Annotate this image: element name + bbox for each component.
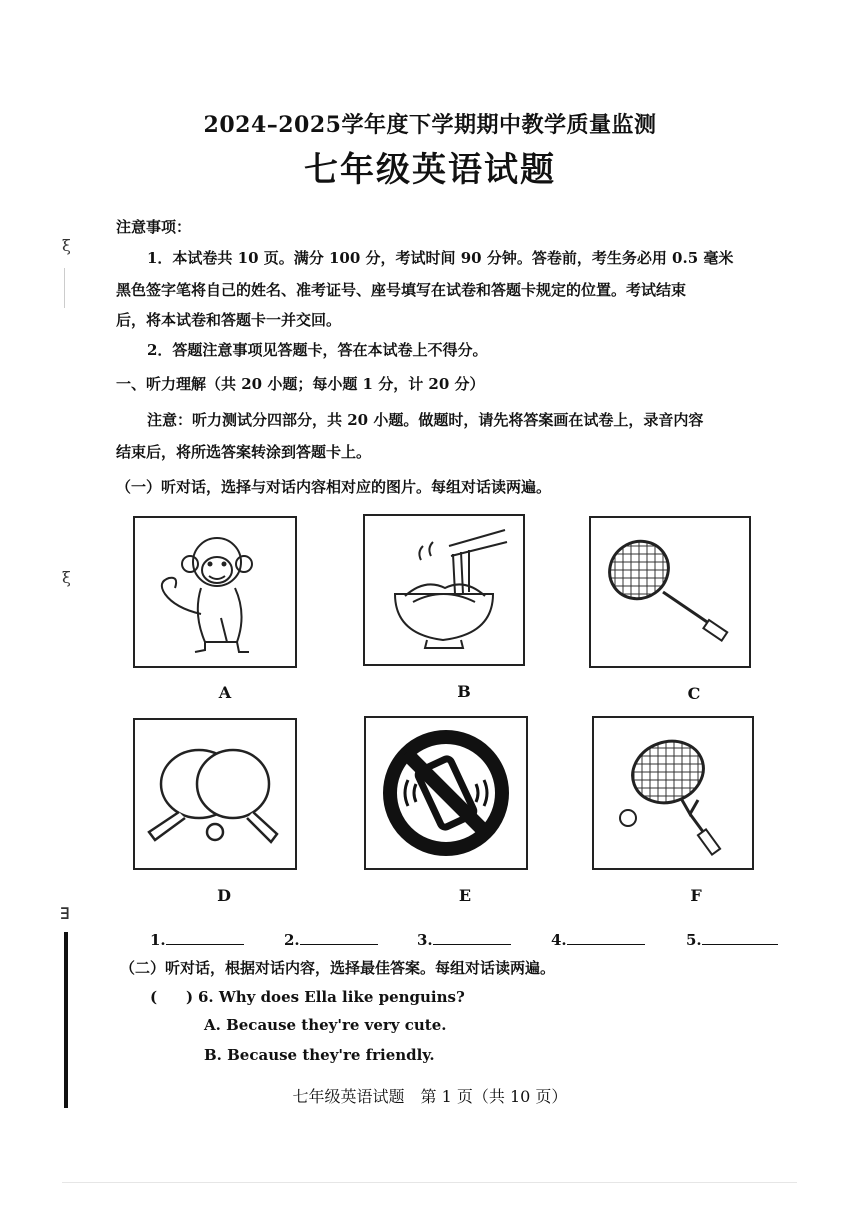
- q6-option-a[interactable]: A. Because they're very cute.: [204, 1016, 447, 1034]
- blank-number: 5.: [686, 931, 702, 949]
- picture-label-d: D: [217, 886, 231, 905]
- answer-blank-5[interactable]: [686, 930, 778, 949]
- picture-label-f: F: [690, 886, 702, 905]
- section1-note-line2: 结束后，将所选答案转涂到答题卡上。: [116, 443, 372, 461]
- picture-d: [133, 718, 297, 870]
- picture-label-a: A: [218, 683, 232, 702]
- noodles-icon: [365, 516, 523, 664]
- margin-line: [64, 268, 65, 308]
- badminton-racket-icon: [591, 518, 749, 666]
- notes-item1-line2: 黑色签字笔将自己的姓名、准考证号、座号填写在试卷和答题卡规定的位置。考试结束: [116, 281, 687, 299]
- blank-number: 4.: [551, 931, 567, 949]
- section1-note-line1: 注意：听力测试分四部分，共 20 小题。做题时，请先将答案画在试卷上，录音内容: [147, 411, 704, 429]
- ping-pong-paddles-icon: [135, 720, 295, 868]
- q6-paren-open[interactable]: (: [150, 988, 158, 1006]
- picture-a: [133, 516, 297, 668]
- part2-heading: （二）听对话，根据对话内容，选择最佳答案。每组对话读两遍。: [120, 959, 556, 977]
- blank-number: 2.: [284, 931, 300, 949]
- answer-blank-3[interactable]: [417, 930, 511, 949]
- q6-stem: 6. Why does Ella like penguins?: [198, 988, 465, 1006]
- footer-divider: [62, 1182, 797, 1183]
- picture-f: [592, 716, 754, 870]
- tennis-racket-icon: [594, 718, 752, 868]
- notes-item1-line3: 后，将本试卷和答题卡一并交回。: [116, 311, 342, 329]
- picture-label-e: E: [458, 886, 472, 905]
- no-phone-icon: [366, 718, 526, 868]
- exam-title-line2: 七年级英语试题: [304, 150, 556, 190]
- monkey-icon: [135, 518, 295, 666]
- notes-item2: 2．答题注意事项见答题卡，答在本试卷上不得分。: [147, 341, 488, 359]
- notes-item1-line1: 1．本试卷共 10 页。满分 100 分，考试时间 90 分钟。答卷前，考生务必用 0.5 毫米: [147, 249, 734, 267]
- section1-heading: 一、听力理解（共 20 小题；每小题 1 分，计 20 分）: [116, 375, 485, 393]
- margin-mark: ξ: [62, 236, 71, 255]
- picture-e: [364, 716, 528, 870]
- exam-title-line1: 2024–2025学年度下学期期中教学质量监测: [203, 112, 657, 138]
- picture-label-c: C: [687, 684, 701, 703]
- margin-mark: ξ: [62, 568, 71, 587]
- answer-blank-1[interactable]: [150, 930, 244, 949]
- picture-c: [589, 516, 751, 668]
- q6-paren-close: ): [186, 988, 194, 1006]
- blank-number: 3.: [417, 931, 433, 949]
- picture-label-b: B: [457, 682, 471, 701]
- notes-heading: 注意事项：: [116, 218, 192, 236]
- picture-b: [363, 514, 525, 666]
- margin-mark: ∃: [60, 904, 70, 923]
- answer-blank-2[interactable]: [284, 930, 378, 949]
- part1-heading: （一）听对话，选择与对话内容相对应的图片。每组对话读两遍。: [116, 478, 552, 496]
- blank-number: 1.: [150, 931, 166, 949]
- margin-binding-bar: [64, 932, 68, 1108]
- answer-blank-4[interactable]: [551, 930, 645, 949]
- q6-option-b[interactable]: B. Because they're friendly.: [204, 1046, 435, 1064]
- page-footer: 七年级英语试题 第 1 页（共 10 页）: [292, 1087, 568, 1106]
